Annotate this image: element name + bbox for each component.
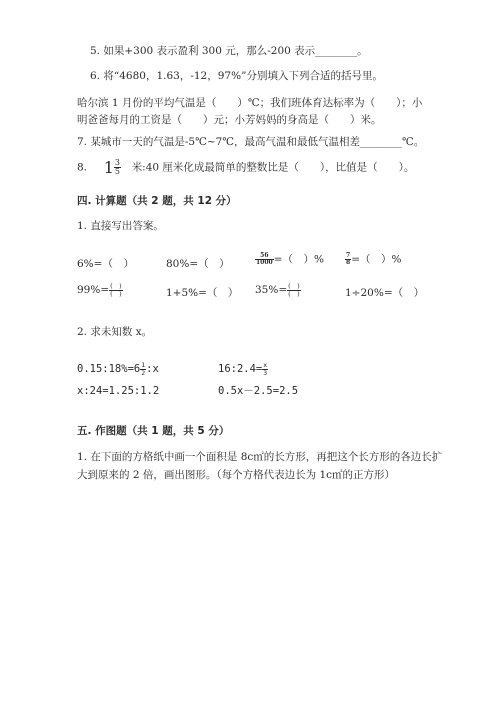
equation-2 (218, 362, 268, 376)
fraction-denominator: 5 (114, 167, 120, 177)
calc-item-35-percent (255, 283, 301, 297)
equation-4: 0.5x－2.5=2.5 (218, 385, 299, 397)
fraction-denominator: 8 (346, 259, 351, 266)
equation-head: 0.15:18%=6 (77, 363, 141, 375)
fraction-x-3 (262, 362, 268, 376)
equation-3: x:24=1.25:1.2 (77, 385, 160, 397)
fraction-56-1000 (255, 253, 274, 266)
question-8-number: 8. (77, 161, 88, 174)
fraction-numerator: 7 (346, 252, 351, 259)
fraction-numerator: 3 (114, 158, 120, 168)
question-5: 5. 如果+300 表示盈利 300 元，那么-200 表示________。 (90, 45, 368, 57)
section-5-title: 五. 作图题（共 1 题，共 5 分） (77, 425, 230, 437)
calc-item-7-over-8 (345, 253, 401, 266)
fraction-denominator: 2 (141, 368, 146, 377)
fraction-denominator: 1000 (256, 259, 273, 266)
section-4-title: 四. 计算题（共 2 题，共 12 分） (77, 195, 237, 207)
question-7: 7. 某城市一天的气温是-5℃~7℃，最高气温和最低气温相差________℃。 (77, 136, 425, 148)
question-6: 6. 将“4680，1.63，-12，97%”分别填入下列合适的括号里。 (90, 70, 383, 82)
equation-1 (77, 362, 159, 376)
fraction-numerator: 1 (141, 361, 146, 369)
calc-item-80-percent: 80%=（ ） (166, 258, 230, 270)
question-8-text: 米:40 厘米化成最简单的整数比是（ ），比值是（ ）。 (131, 161, 415, 174)
mixed-number-fraction (114, 159, 121, 176)
calc-item-tail: =（ ）% (273, 253, 324, 266)
calc-item-6-percent: 6%=（ ） (77, 258, 134, 270)
blank-fraction (109, 283, 123, 297)
fraction-numerator: 56 (255, 253, 274, 260)
calc-item-1-div-20-percent: 1÷20%=（ ） (345, 287, 425, 299)
calc-q1-title: 1. 直接写出答案。 (77, 220, 164, 232)
fraction-denominator: 3 (263, 368, 268, 377)
equation-head: 16:2.4= (218, 363, 263, 375)
calc-item-head: 99%= (77, 284, 110, 296)
calc-item-56-over-1000 (255, 253, 324, 266)
calc-item-99-percent (77, 283, 123, 297)
fraction-numerator: ( ) (110, 282, 122, 290)
calc-item-tail: =（ ）% (351, 253, 402, 266)
calc-item-head: 35%= (255, 284, 288, 296)
fraction-denominator: ( ) (288, 289, 300, 298)
question-6-line-1: 哈尔滨 1 月份的平均气温是（ ）℃；我们班体育达标率为（ ）；小 (77, 97, 423, 109)
drawing-q1-line-2: 大到原来的 2 倍，画出图形。（每个方格代表边长为 1c㎡的正方形） (77, 469, 396, 481)
question-8 (77, 158, 414, 177)
drawing-q1-line-1: 1. 在下面的方格纸中画一个面积是 8c㎡的长方形，再把这个长方形的各边长扩 (77, 451, 443, 463)
calc-item-1-plus-5-percent: 1+5%=（ ） (166, 287, 239, 299)
equation-tail: :x (146, 363, 159, 375)
blank-fraction (287, 283, 301, 297)
mixed-number-whole: 1 (103, 158, 114, 177)
fraction-numerator: x (263, 361, 268, 369)
fraction-denominator: ( ) (110, 289, 122, 298)
fraction-numerator: ( ) (288, 282, 300, 290)
calc-q2-title: 2. 求未知数 x。 (77, 326, 153, 338)
question-6-line-2: 明爸爸每月的工资是（ ）元；小芳妈妈的身高是（ ）米。 (77, 114, 382, 126)
